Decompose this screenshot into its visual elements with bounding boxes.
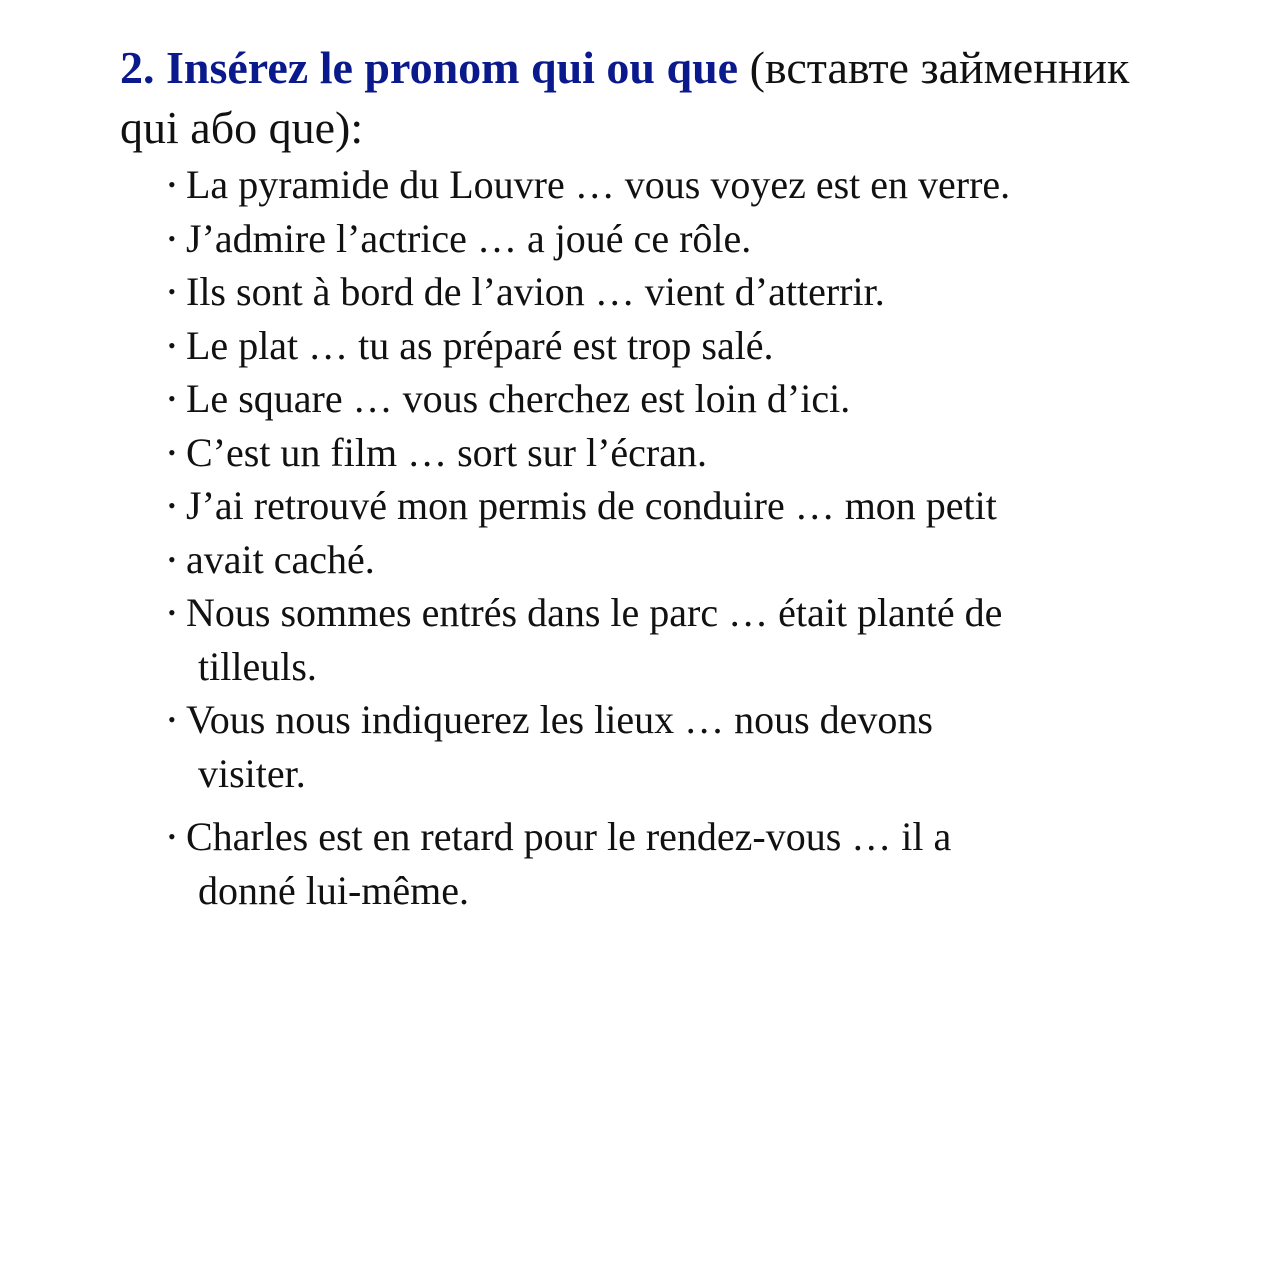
sentence-text: Le square … vous cherchez est loin d’ici. (186, 376, 851, 421)
sentence-continuation: tilleuls. (198, 643, 317, 689)
bullet-icon: • (168, 279, 176, 304)
sentence-text: J’ai retrouvé mon permis de conduire … mon petit (186, 483, 997, 528)
sentence-text: J’admire l’actrice … a joué ce rôle. (186, 215, 752, 261)
sentence-item (168, 212, 1168, 266)
sentence-continuation: donné lui-même. (198, 867, 470, 913)
exercise-title-ukrainian: (вставте займенник qui або que): (120, 42, 1130, 153)
sentence-item (168, 426, 1168, 480)
sentence-continuation: visiter. (198, 750, 306, 796)
sentence-item (168, 372, 1168, 426)
exercise-title-french: 2. Insérez le pronom qui ou que (120, 42, 739, 93)
sentence-item (168, 265, 1168, 319)
bullet-icon: • (168, 225, 176, 251)
bullet-icon: • (168, 600, 176, 625)
bullet-icon: • (168, 824, 176, 849)
sentence-text: avait caché. (186, 536, 375, 582)
sentence-item (168, 158, 1168, 212)
sentence-item (168, 319, 1168, 373)
bullet-icon: • (168, 493, 176, 518)
bullet-icon: • (168, 439, 176, 465)
sentence-item (168, 533, 1168, 587)
sentence-text: Charles est en retard pour le rendez-vous … il a (186, 814, 952, 859)
sentence-item (168, 479, 1168, 533)
sentence-text: Vous nous indiquerez les lieux … nous devons (186, 697, 933, 742)
sentence-item (168, 810, 1168, 917)
sentence-text: Le plat … tu as préparé est trop salé. (186, 322, 774, 368)
sentence-list (168, 158, 1168, 917)
sentence-text: La pyramide du Louvre … vous voyez est en verre. (186, 162, 1011, 207)
exercise-title (120, 38, 1160, 158)
bullet-icon: • (168, 172, 176, 197)
sentence-item (168, 586, 1168, 693)
bullet-icon: • (168, 546, 176, 572)
sentence-text: C’est un film … sort sur l’écran. (186, 429, 707, 475)
sentence-item (168, 693, 1168, 800)
sentence-text: Ils sont à bord de l’avion … vient d’atterrir. (186, 269, 885, 314)
bullet-icon: • (168, 707, 176, 732)
sentence-text: Nous sommes entrés dans le parc … était planté de (186, 590, 1003, 635)
bullet-icon: • (168, 386, 176, 411)
bullet-icon: • (168, 332, 176, 358)
